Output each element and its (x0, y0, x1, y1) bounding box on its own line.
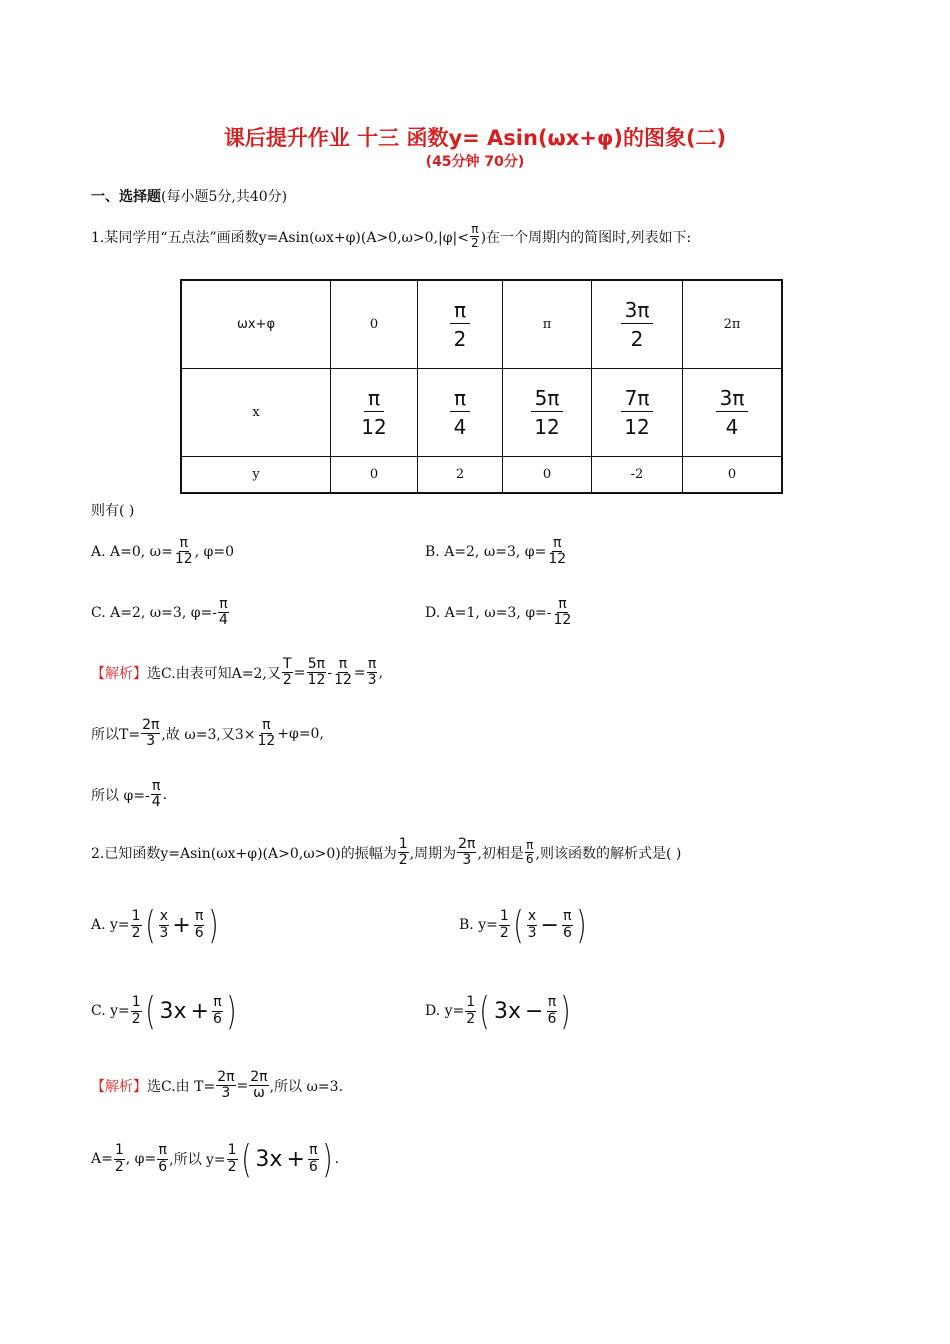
table-cell: $\frac{5\pi}{12}$ (503, 368, 592, 456)
table-row (181, 280, 782, 368)
q1-stem: 1.某同学用“五点法”画函数y=Asin(ωx+φ)(A>0,ω>0,|φ|< $\frac{\pi}{2}$ )在一个周期内的简图时,列表如下: (91, 222, 692, 251)
table-cell: 0 (683, 456, 783, 493)
table-cell: $\frac{3\pi}{4}$ (683, 368, 783, 456)
q2-option-d[interactable]: D. y= $\frac{1}{2}$ ( 3x − $\frac{\pi}{6}$ ) (425, 989, 572, 1033)
page-title: 课后提升作业 十三 函数y= Asin(ωx+φ)的图象(二) (223, 126, 727, 150)
q1-option-b[interactable]: B. A=2, ω=3, φ= $\frac{\pi}{12}$ (425, 535, 567, 568)
page-subtitle: (45分钟 70分) (425, 154, 525, 170)
row-label: ωx+φ (181, 280, 331, 368)
analysis-tag: 【解析】 (91, 665, 147, 682)
analysis-tag: 【解析】 (91, 1078, 147, 1095)
five-point-table (180, 279, 783, 494)
table-row (181, 368, 782, 456)
q1-analysis-line2: 所以T= $\frac{2\pi}{3}$ ,故 ω=3,又3× $\frac{\pi}{12}$ +φ=0, (91, 717, 324, 750)
q2-option-b[interactable]: B. y= $\frac{1}{2}$ ( $\frac{x}{3}$ − $\frac{\pi}{6}$ ) (459, 903, 587, 947)
q1-option-a[interactable]: A. A=0, ω= $\frac{\pi}{12}$ , φ=0 (91, 535, 234, 568)
q2-analysis-line2: A= $\frac{1}{2}$ , φ= $\frac{\pi}{6}$ ,所以 y= $\frac{1}{2}$ ( 3x + $\frac{\pi}{6}$ ) . (91, 1137, 340, 1181)
table-cell: 2π (683, 280, 783, 368)
q1-analysis-line3: 所以 φ=- $\frac{\pi}{4}$ . (91, 778, 168, 811)
section-heading (91, 186, 287, 206)
q1-analysis-line1: 【解析】 选C.由表可知A=2,又 $\frac{T}{2}$ = $\frac{5\pi}{12}$ - $\frac{\pi}{12}$ = $\frac{\pi}{3}$ , (91, 656, 384, 689)
table-cell: 0 (503, 456, 592, 493)
section-title: 一、选择题 (91, 189, 161, 205)
table-cell: 2 (418, 456, 503, 493)
q1-option-d[interactable]: D. A=1, ω=3, φ=- $\frac{\pi}{12}$ (425, 596, 572, 629)
table-cell: -2 (592, 456, 683, 493)
table-cell: π (503, 280, 592, 368)
row-label: x (181, 368, 331, 456)
table-cell: 0 (331, 280, 418, 368)
table-cell: $\frac{3\pi}{2}$ (592, 280, 683, 368)
table-cell: 0 (331, 456, 418, 493)
q2-option-a[interactable]: A. y= $\frac{1}{2}$ ( $\frac{x}{3}$ + $\frac{\pi}{6}$ ) (91, 903, 219, 947)
q2-analysis-line1: 【解析】 选C.由 T= $\frac{2\pi}{3}$ = $\frac{2\pi}{\omega}$ ,所以 ω=3. (91, 1069, 344, 1102)
table-cell: $\frac{\pi}{4}$ (418, 368, 503, 456)
q1-then: 则有( ) (91, 503, 135, 519)
row-label: y (181, 456, 331, 493)
q1-option-c[interactable]: C. A=2, ω=3, φ=- $\frac{\pi}{4}$ (91, 596, 228, 629)
fraction: $\frac{\pi}{2}$ (471, 222, 479, 251)
table-row (181, 456, 782, 493)
table-cell: $\frac{\pi}{2}$ (418, 280, 503, 368)
q2-option-c[interactable]: C. y= $\frac{1}{2}$ ( 3x + $\frac{\pi}{6}$ ) (91, 989, 237, 1033)
table-cell: $\frac{\pi}{12}$ (331, 368, 418, 456)
table-cell: $\frac{7\pi}{12}$ (592, 368, 683, 456)
q2-stem: 2.已知函数y=Asin(ωx+φ)(A>0,ω>0)的振幅为 $\frac{1}{2}$ ,周期为 $\frac{2\pi}{3}$ ,初相是 $\frac{\pi}{6}$ ,则该函数的解析式是( ) (91, 836, 682, 869)
section-note: (每小题5分,共40分) (161, 189, 288, 205)
